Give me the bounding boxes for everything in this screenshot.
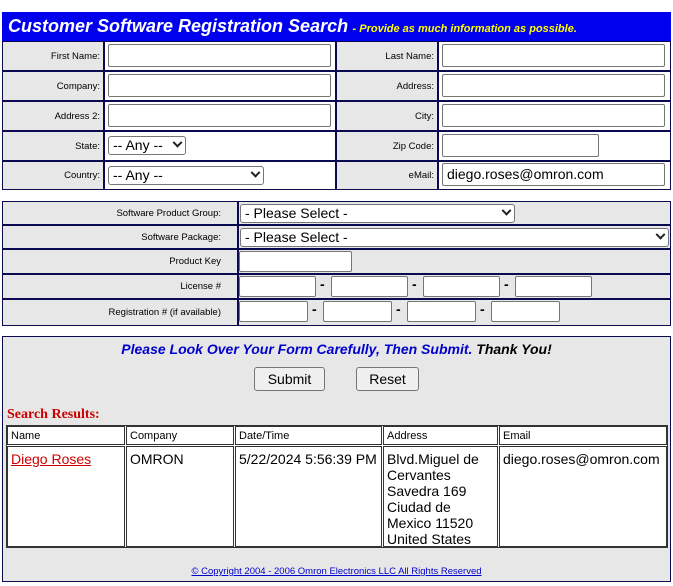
license-field-3[interactable] (423, 276, 500, 297)
address-label: Address: (336, 71, 438, 101)
country-select-value: -- Any -- (113, 167, 163, 183)
column-header-address: Address (383, 426, 498, 445)
first-name-label: First Name: (2, 41, 104, 71)
registration-field-1[interactable] (239, 301, 308, 322)
registration-field-3[interactable] (407, 301, 476, 322)
state-select[interactable] (108, 136, 186, 155)
reset-button[interactable]: Reset (356, 367, 419, 391)
zip-label: Zip Code: (336, 131, 438, 161)
registration-separator: - (396, 301, 401, 317)
license-separator: - (320, 276, 325, 292)
result-name-link[interactable]: Diego Roses (11, 451, 92, 467)
column-header-name: Name (7, 426, 125, 445)
copyright-link[interactable]: © Copyright 2004 - 2006 Omron Electronics LLC All Rights Reserved (191, 566, 482, 577)
last-name-label: Last Name: (336, 41, 438, 71)
result-email-cell: diego.roses@omron.com (499, 446, 667, 547)
column-header-datetime: Date/Time (235, 426, 382, 445)
address2-label: Address 2: (2, 101, 104, 131)
submit-button[interactable]: Submit (254, 367, 325, 391)
country-label: Country: (2, 161, 104, 190)
page-title: Customer Software Registration Search (8, 16, 349, 36)
review-notice-thanks: Thank You! (476, 341, 552, 357)
zip-field[interactable] (442, 134, 599, 157)
product-key-field[interactable] (239, 251, 352, 272)
state-select-value: -- Any -- (113, 137, 163, 153)
license-field-1[interactable] (239, 276, 316, 297)
review-notice (2, 341, 671, 357)
company-field[interactable] (108, 74, 331, 97)
registration-field-2[interactable] (323, 301, 392, 322)
registration-separator: - (312, 301, 317, 317)
first-name-field[interactable] (108, 44, 331, 67)
column-header-email: Email (499, 426, 667, 445)
chevron-down-icon (173, 138, 183, 148)
product-group-select[interactable] (240, 204, 515, 223)
registration-label: Registration # (if available) (2, 299, 238, 326)
product-group-label: Software Product Group: (2, 201, 238, 225)
software-package-value: - Please Select - (245, 229, 348, 245)
copyright-footer (2, 566, 671, 577)
license-field-2[interactable] (331, 276, 408, 297)
city-label: City: (336, 101, 438, 131)
state-label: State: (2, 131, 104, 161)
result-company-cell: OMRON (126, 446, 234, 547)
last-name-field[interactable] (442, 44, 665, 67)
city-field[interactable] (442, 104, 665, 127)
result-datetime-cell: 5/22/2024 5:56:39 PM (235, 446, 382, 547)
chevron-down-icon (251, 168, 261, 178)
results-title: Search Results: (7, 407, 100, 422)
license-separator: - (504, 276, 509, 292)
software-package-label: Software Package: (2, 225, 238, 249)
license-label: License # (2, 274, 238, 299)
software-package-select[interactable] (240, 228, 669, 247)
chevron-down-icon (656, 230, 666, 240)
address-field[interactable] (442, 74, 665, 97)
company-label: Company: (2, 71, 104, 101)
review-notice-instruction: Please Look Over Your Form Carefully, Then Submit. (121, 341, 473, 357)
country-select[interactable] (108, 166, 264, 185)
email-field[interactable]: diego.roses@omron.com (442, 163, 665, 186)
column-header-company: Company (126, 426, 234, 445)
email-label: eMail: (336, 161, 438, 190)
result-address-cell: Blvd.Miguel de Cervantes Savedra 169 Ciudad de Mexico 11520 United States (383, 446, 498, 547)
license-separator: - (412, 276, 417, 292)
result-name-cell (7, 446, 125, 547)
address2-field[interactable] (108, 104, 331, 127)
page-subtitle: - Provide as much information as possible. (352, 23, 577, 35)
page-header (2, 12, 671, 41)
license-field-4[interactable] (515, 276, 592, 297)
product-key-label: Product Key (2, 249, 238, 274)
registration-separator: - (480, 301, 485, 317)
product-group-value: - Please Select - (245, 205, 348, 221)
chevron-down-icon (502, 206, 512, 216)
registration-field-4[interactable] (491, 301, 560, 322)
